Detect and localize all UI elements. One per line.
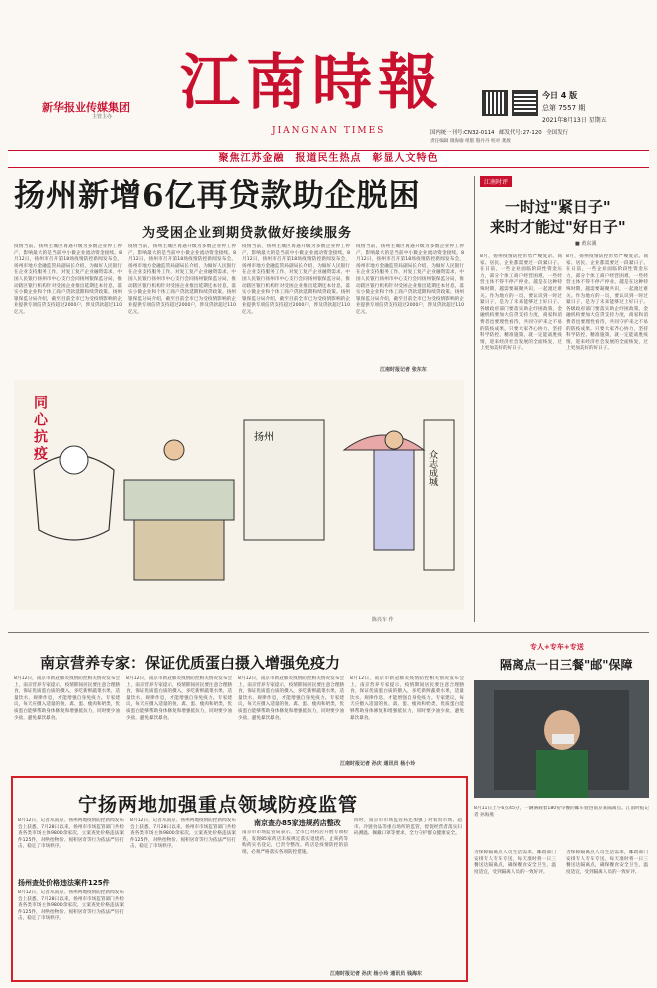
svg-text:众志成城: 众志成城 [427, 450, 437, 486]
lead-headline: 扬州新增6亿再贷款助企脱困 [14, 178, 421, 214]
group-logo [42, 96, 130, 114]
sidebar-tag [480, 176, 512, 187]
comic-credit: 陈亮车 作 [372, 617, 394, 623]
sidebar-byline: ■ 黄东溪 [575, 241, 597, 247]
page-count: 今日 4 版 [542, 91, 578, 100]
issue-info [542, 90, 652, 124]
sidebar-tag-text: 江南时评 [484, 179, 509, 186]
prevention-subhead-2: 南京查办85家违规药店整改 [254, 819, 341, 827]
group-logo-text: 新华报业传媒集团 [42, 101, 130, 114]
prevention-body-1b: 8月12日，记者从南京、扬州两地疫情防控新闻发布会上获悉，7月28日以来，扬州市市场监管部门共检查各类市场主体9800余家次，立案查处价格违法案件125件，对哄抬物价、囤积居奇等行为依法严厉打击，稳定了市场秩序。 [18, 890, 124, 922]
relief-body-col2: 为保障隔离点人员生活需求，邮政部门安排专人专车专送，每天准时将一日三餐送达隔离点，确保餐食安全卫生、温度适宜，受到隔离人员的一致好评。 [566, 850, 648, 875]
relief-headline: 隔离点一日三餐"邮"保障 [500, 658, 633, 672]
nutrition-body-col4: 8月12日，南京市新冠肺炎疫情防控相关情况发布会上，南京营养专家提示，疫情期间居民要注意合理膳食，保证优质蛋白质的摄入，多吃新鲜蔬菜水果，适量饮水，规律作息，才能增强自身免疫力。专家建议，每天应摄入适量的鱼、禽、蛋、瘦肉和奶类，优质蛋白能够帮助身体修复和增强抵抗力，同时要少油少盐，避免暴饮暴食。 [350, 676, 464, 721]
tagline-bar [8, 150, 649, 168]
prevention-headline: 宁扬两地加强重点领域防疫监管 [78, 794, 359, 816]
lead-subhead: 为受困企业到期贷款做好接续服务 [142, 226, 353, 241]
prevention-body-2: 南京市市场监管局表示，全市已对药店开展专项检查，发现85家药店未按规定落实退烧药、止咳药等购药实名登记，已责令整改。药店是疫情防控的前哨，必须严格落实各项防控措施。 [242, 830, 348, 855]
relief-photo-drawing [474, 680, 649, 798]
post-code: 邮发代号:27-120 [499, 130, 542, 136]
distribution: 全国发行 [546, 130, 568, 136]
issue-number: 总第 7557 期 [542, 104, 586, 112]
prevention-byline: 江南时报记者 孙庆 杨小玲 通讯员 钱海东 [330, 971, 422, 977]
sidebar-rule [474, 176, 475, 622]
nutrition-byline: 江南时报记者 孙庆 通讯员 杨小玲 [340, 761, 416, 767]
prevention-subhead-1: 扬州查处价格违法案件125件 [18, 879, 110, 887]
lead-body-col3: 疫情当前，扬州主城区再遇升级为多数企业停工停产，影响最大的是当前中小微企业流动资金接续。8月12日，扬州市召开第18场疫情防控新闻发布会，扬州市地方金融监管局副局长介绍，为做好人民银行在企业支持服务工作，对复工复产企业融资需求，中国人民银行扬州市中心支行会同扬州银保监分局，推动辖区银行机构针对受困企业推出延期还本付息，落实小微企业和个体工商户贷款延期和续贷政策。扬州银保监分局介绍，截至目前全市已为受疫情影响的企业提供专项信贷支持超过2000户，涉及贷款超过110亿元。 [242, 244, 350, 315]
comic-label: 同心抗疫 [32, 395, 48, 463]
relief-caption: 8月11日上午6点45分，一辆满载着180份早餐的邮车驶进南京某隔离点。江南时报记者 孙海燕 [474, 806, 649, 818]
prevention-body-col2: 8月12日，记者从南京、扬州两地疫情防控新闻发布会上获悉，7月28日以来，扬州市市场监管部门共检查各类市场主体9800余家次，立案查处价格违法案件125件，对哄抬物价、囤积居奇等行为依法严厉打击，稳定了市场秩序。 [130, 818, 236, 850]
relief-kicker: 专人+专车+专送 [530, 643, 584, 651]
prevention-body-1: 8月12日，记者从南京、扬州两地疫情防控新闻发布会上获悉，7月28日以来，扬州市市场监管部门共检查各类市场主体9800余家次，立案查处价格违法案件125件，对哄抬物价、囤积居奇等行为依法严厉打击，稳定了市场秩序。 [18, 818, 124, 850]
lead-body-col2: 疫情当前，扬州主城区再遇升级为多数企业停工停产，影响最大的是当前中小微企业流动资金接续。8月12日，扬州市召开第18场疫情防控新闻发布会，扬州市地方金融监管局副局长介绍，为做好人民银行在企业支持服务工作，对复工复产企业融资需求，中国人民银行扬州市中心支行会同扬州银保监分局，推动辖区银行机构针对受困企业推出延期还本付息，落实小微企业和个体工商户贷款延期和续贷政策。扬州银保监分局介绍，截至目前全市已为受疫情影响的企业提供专项信贷支持超过2000户，涉及贷款超过110亿元。 [128, 244, 236, 315]
svg-text:扬州: 扬州 [254, 432, 274, 443]
newspaper-pinyin: JIANGNAN TIMES [272, 126, 386, 136]
sidebar-title-2: 来时才能过"好日子" [490, 218, 626, 236]
lead-body: 疫情当前，扬州主城区再遇升级为多数企业停工停产，影响最大的是当前中小微企业流动资金接续。8月12日，扬州市召开第18场疫情防控新闻发布会，扬州市地方金融监管局副局长介绍，为做好人民银行在企业支持服务工作，对复工复产企业融资需求，中国人民银行扬州市中心支行会同扬州银保监分局，推动辖区银行机构针对受困企业推出延期还本付息，落实小微企业和个体工商户贷款延期和续贷政策。扬州银保监分局介绍，截至目前全市已为受疫情影响的企业提供专项信贷支持超过2000户，涉及贷款超过110亿元。 [14, 244, 122, 315]
comic-drawing [14, 380, 464, 610]
nutrition-body: 8月12日，南京市新冠肺炎疫情防控相关情况发布会上，南京营养专家提示，疫情期间居民要注意合理膳食，保证优质蛋白质的摄入，多吃新鲜蔬菜水果，适量饮水，规律作息，才能增强自身免疫力。专家建议，每天应摄入适量的鱼、禽、蛋、瘦肉和奶类，优质蛋白能够帮助身体修复和增强抵抗力，同时要少油少盐，避免暴饮暴食。 [14, 676, 120, 721]
nutrition-body-col3: 8月12日，南京市新冠肺炎疫情防控相关情况发布会上，南京营养专家提示，疫情期间居民要注意合理膳食，保证优质蛋白质的摄入，多吃新鲜蔬菜水果，适量饮水，规律作息，才能增强自身免疫力。专家建议，每天应摄入适量的鱼、禽、蛋、瘦肉和奶类，优质蛋白能够帮助身体修复和增强抵抗力，同时要少油少盐，避免暴饮暴食。 [238, 676, 344, 721]
tagline: 聚焦江苏金融 报道民生热点 彰显人文特色 [218, 153, 439, 164]
lead-byline: 江南时报记者 张东东 [380, 367, 427, 373]
sidebar-body-col2: 8月，扬州疫情防控形势严峻复杂。商家、居民、企业都需要过一段紧日子。在日前，一些企业面临阶段性资金压力，部分个体工商户经营困难，一些经营主体不得不停产停业。越是在这种特殊时期，越需要凝聚共识，一起渡过难关。作为地方的一员，要认识到一时过紧日子，是为了未来能够过上好日子。各级政府部门要落实助企纾困政策，金融机构要加大信贷支持力度，商家和消费者也要理性看待，共同守护来之不易的防疫成果。只要大家齐心协力，坚持科学防控、精准施策，就一定能战胜疫情，迎来经济社会发展的全面恢复，过上更加美好的好日子。 [566, 254, 648, 352]
sidebar-title-1: 一时过"紧日子" [505, 198, 611, 216]
sidebar-body: 8月，扬州疫情防控形势严峻复杂。商家、居民、企业都需要过一段紧日子。在日前，一些企业面临阶段性资金压力，部分个体工商户经营困难，一些经营主体不得不停产停业。越是在这种特殊时期，越需要凝聚共识，一起渡过难关。作为地方的一员，要认识到一时过紧日子，是为了未来能够过上好日子。各级政府部门要落实助企纾困政策，金融机构要加大信贷支持力度，商家和消费者也要理性看待，共同守护来之不易的防疫成果。只要大家齐心协力，坚持科学防控、精准施策，就一定能战胜疫情，迎来经济社会发展的全面恢复，过上更加美好的好日子。 [480, 254, 562, 352]
relief-photo [474, 680, 649, 798]
qr-code [482, 90, 508, 116]
relief-body: 为保障隔离点人员生活需求，邮政部门安排专人专车专送，每天准时将一日三餐送达隔离点，确保餐食安全卫生、温度适宜，受到隔离人员的一致好评。 [474, 850, 556, 875]
cn-number: 国内统一刊号:CN32-0114 [430, 130, 495, 136]
publication-codes [430, 128, 568, 136]
comic-illustration [14, 380, 464, 610]
newspaper-title: 江南時報 [180, 48, 444, 118]
lead-bottom-rule [8, 632, 649, 633]
issue-date: 2021年8月13日 星期五 [542, 117, 607, 124]
qr-code-2 [512, 90, 538, 116]
lead-body-col4: 疫情当前，扬州主城区再遇升级为多数企业停工停产，影响最大的是当前中小微企业流动资金接续。8月12日，扬州市召开第18场疫情防控新闻发布会，扬州市地方金融监管局副局长介绍，为做好人民银行在企业支持服务工作，对复工复产企业融资需求，中国人民银行扬州市中心支行会同扬州银保监分局，推动辖区银行机构针对受困企业推出延期还本付息，落实小微企业和个体工商户贷款延期和续贷政策。扬州银保监分局介绍，截至目前全市已为受疫情影响的企业提供专项信贷支持超过2000户，涉及贷款超过110亿元。 [356, 244, 464, 315]
prevention-body-3: 同时，南京市市场监管局还加强了对农贸市场、超市、冷链食品等重点场所的监管，督促经营者落实扫码测温、佩戴口罩等要求，全力守护群众健康安全。 [354, 818, 462, 837]
sponsor-label: 主管主办 [92, 114, 113, 120]
nutrition-body-col2: 8月12日，南京市新冠肺炎疫情防控相关情况发布会上，南京营养专家提示，疫情期间居民要注意合理膳食，保证优质蛋白质的摄入，多吃新鲜蔬菜水果，适量饮水，规律作息，才能增强自身免疫力。专家建议，每天应摄入适量的鱼、禽、蛋、瘦肉和奶类，优质蛋白能够帮助身体修复和增强抵抗力，同时要少油少盐，避免暴饮暴食。 [126, 676, 232, 721]
editor-credits: 责任编辑 镇海瑜 组版 殷丹丹 校对 龚渡 [430, 139, 511, 144]
nutrition-headline: 南京营养专家：保证优质蛋白摄入增强免疫力 [40, 654, 341, 672]
